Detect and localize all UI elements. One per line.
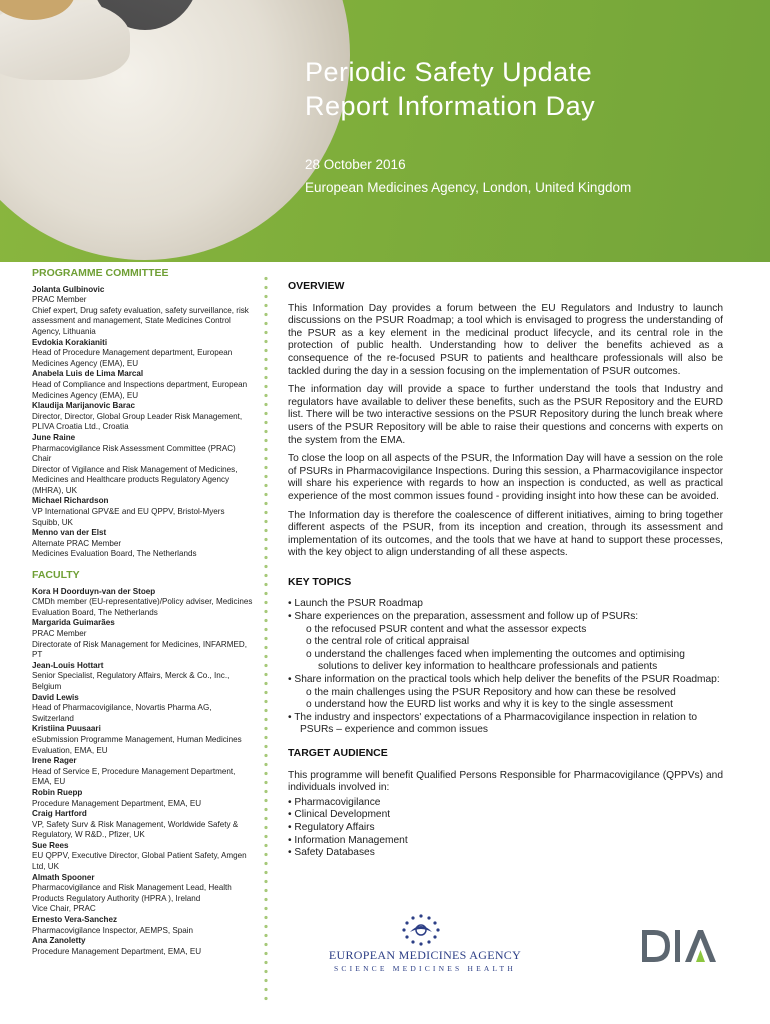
- header-banner: [0, 0, 770, 262]
- member-detail: Head of Service E, Procedure Management Department, EMA, EU: [32, 766, 236, 787]
- member-detail: Head of Pharmacovigilance, Novartis Pharma AG, Switzerland: [32, 703, 212, 723]
- key-topics-list: [288, 598, 723, 737]
- member-detail: Director, Director, Global Group Leader Risk Management, PLIVA Croatia Ltd., Croatia: [32, 411, 243, 432]
- member-name: Kora H Doorduyn-van der Stoep: [32, 586, 156, 596]
- member-detail: Vice Chair, PRAC: [32, 904, 96, 914]
- faculty-member: [32, 873, 254, 915]
- key-topic-item: • Share experiences on the preparation, assessment and follow up of PSURs:: [288, 611, 639, 623]
- key-topic-item: o understand the challenges faced when implementing the outcomes and optimising solutions to deliver key information to healthcare professionals and patients: [306, 648, 685, 673]
- member-name: Sue Rees: [32, 840, 69, 850]
- title-line-1: Periodic Safety Update: [305, 57, 593, 87]
- faculty-member: [32, 756, 254, 788]
- committee-member: [32, 338, 254, 370]
- dotted-divider: [263, 274, 269, 1004]
- member-name: Menno van der Elst: [32, 528, 107, 538]
- ema-logo: [325, 912, 525, 972]
- audience-item: • Clinical Development: [288, 809, 391, 821]
- key-topic-item: o understand how the EURD list works and why it is key to the single assessment: [306, 699, 673, 711]
- member-detail: Pharmacovigilance and Risk Management Lead, Health Products Regulatory Authority (HPRA ), Ireland: [32, 883, 232, 903]
- key-topic-item: o the central role of critical appraisal: [306, 636, 470, 648]
- member-detail: Directorate of Risk Management for Medicines, INFARMED, PT: [32, 639, 248, 660]
- committee-list: [32, 285, 254, 560]
- audience-item: • Safety Databases: [288, 847, 375, 859]
- member-name: Klaudija Marijanovic Barac: [32, 401, 136, 411]
- key-topics-heading: KEY TOPICS: [288, 575, 352, 588]
- key-topic-item: • The industry and inspectors' expectations of a Pharmacovigilance inspection in relation to PSURs – experience and common issues: [288, 711, 698, 736]
- audience-item: • Pharmacovigilance: [288, 796, 381, 808]
- member-detail: Pharmacovigilance Inspector, AEMPS, Spain: [32, 925, 194, 935]
- left-column: [32, 268, 254, 957]
- member-detail: Senior Specialist, Regulatory Affairs, Merck & Co., Inc., Belgium: [32, 671, 230, 691]
- member-detail: Procedure Management Department, EMA, EU: [32, 946, 202, 956]
- audience-item: • Information Management: [288, 834, 408, 846]
- member-detail: Head of Procedure Management department, European Medicines Agency (EMA), EU: [32, 348, 233, 368]
- page-title: [305, 55, 745, 123]
- key-topic-item: • Share information on the practical tools which help deliver the benefits of the PSUR Roadmap:: [288, 674, 720, 686]
- member-name: Ernesto Vera-Sanchez: [32, 915, 118, 925]
- member-detail: EU QPPV, Executive Director, Global Patient Safety, Amgen Ltd, UK: [32, 851, 247, 872]
- member-name: Kristiina Puusaari: [32, 724, 101, 734]
- member-name: Evdokia Korakianiti: [32, 337, 108, 347]
- faculty-member: [32, 841, 254, 873]
- faculty-list: [32, 587, 254, 958]
- header-photo: [0, 0, 350, 260]
- audience-item: • Regulatory Affairs: [288, 821, 375, 833]
- committee-heading: PROGRAMME COMMITTEE: [32, 267, 169, 279]
- member-name: June Raine: [32, 432, 76, 442]
- key-topic-item: • Launch the PSUR Roadmap: [288, 598, 423, 610]
- overview-paragraph: The information day will provide a space to further understand the tools that Industry and regulators have available to deliver these benefits, such as the PSUR Repository and the EURD list. There will be two interactive sessions on the PSUR Repository during the lunch break where users of the PSUR Repository will be able to raise their questions and concerns with experts on the system from the EMA.: [288, 384, 723, 446]
- right-column: [288, 280, 723, 860]
- overview-paragraph: This Information Day provides a forum between the EU Regulators and Industry to launch discussions on the PSUR Roadmap; a tool which is envisaged to progress the understanding of the PSUR as a key element in the medicinal product lifecycle, and its central role in the protection of public health. Understanding how to deliver the benefits achieved as a consequence of the re-focused PSUR to patients and healthcare professionals will also be tackled during the day in a session focusing on the implementation of PSUR outcomes.: [288, 302, 723, 377]
- faculty-member: [32, 724, 254, 756]
- member-name: Michael Richardson: [32, 496, 109, 506]
- faculty-member: [32, 618, 254, 660]
- member-detail: Alternate PRAC Member: [32, 538, 122, 548]
- member-detail: Director of Vigilance and Risk Management of Medicines, Medicines and Healthcare products Regulatory Agency (MHRA), UK: [32, 464, 238, 495]
- member-detail: VP International GPV&E and EU QPPV, Bristol-Myers Squibb, UK: [32, 507, 225, 527]
- committee-member: [32, 433, 254, 497]
- member-name: Margarida Guimarães: [32, 618, 115, 628]
- member-detail: VP, Safety Surv & Risk Management, Worldwide Safety & Regulatory, W R&D., Pfizer, UK: [32, 819, 239, 840]
- committee-member: [32, 285, 254, 338]
- member-name: Robin Ruepp: [32, 787, 83, 797]
- member-detail: Procedure Management Department, EMA, EU: [32, 798, 202, 808]
- member-name: Irene Rager: [32, 756, 77, 766]
- faculty-member: [32, 809, 254, 841]
- overview-body: [288, 303, 723, 560]
- member-name: Ana Zanoletty: [32, 936, 86, 946]
- target-audience-heading: TARGET AUDIENCE: [288, 747, 388, 759]
- overview-paragraph: The Information day is therefore the coalescence of different initiatives, aiming to bring together different aspects of the PSUR, from its inception and creation, through its assessment and implementation of its outcomes, and the tools that we have at hand to support these processes, with the key object to align understanding of all these aspects.: [288, 509, 723, 559]
- committee-member: [32, 369, 254, 401]
- member-detail: Chief expert, Drug safety evaluation, safety surveillance, risk assessment and management, State Medicines Control Agency, Lithuania: [32, 305, 249, 336]
- member-detail: eSubmission Programme Management, Human Medicines Evaluation, EMA, EU: [32, 734, 242, 755]
- member-name: David Lewis: [32, 692, 79, 702]
- dia-logo: [640, 915, 720, 964]
- title-line-2: Report Information Day: [305, 91, 596, 121]
- overview-paragraph: To close the loop on all aspects of the PSUR, the Information Day will have a session on the role of PSURs in Pharmacovigilance Inspections. During this session, a Pharmacovigilance inspector will share his experience with regards to how an inspection is conducted, as well as practical experience of the most common issues found - providing insight into how these can be avoided.: [288, 453, 723, 502]
- key-topic-item: o the main challenges using the PSUR Repository and how can these be resolved: [306, 686, 676, 698]
- member-name: Almath Spooner: [32, 872, 95, 882]
- faculty-heading: FACULTY: [32, 569, 80, 582]
- faculty-member: [32, 661, 254, 693]
- member-detail: Head of Compliance and Inspections department, European Medicines Agency (EMA), EU: [32, 379, 248, 400]
- member-detail: PRAC Member: [32, 295, 87, 305]
- member-detail: CMDh member (EU-representative)/Policy adviser, Medicines Evaluation Board, The Netherlands: [32, 597, 253, 617]
- dia-logo-text: DIA: [640, 915, 667, 932]
- target-audience-intro: This programme will benefit Qualified Persons Responsible for Pharmacovigilance (QPPVs) and individuals involved in:: [288, 769, 723, 794]
- faculty-member: [32, 693, 254, 725]
- faculty-member: [32, 915, 254, 936]
- committee-member: [32, 528, 254, 560]
- committee-member: [32, 496, 254, 528]
- key-topic-item: o the refocused PSUR content and what the assessor expects: [306, 623, 587, 635]
- ema-tagline: SCIENCE MEDICINES HEALTH: [334, 964, 516, 973]
- event-location: European Medicines Agency, London, United Kingdom: [305, 180, 632, 195]
- member-name: Anabela Luis de Lima Marcal: [32, 369, 144, 379]
- member-name: Jean-Louis Hottart: [32, 660, 104, 670]
- overview-heading: OVERVIEW: [288, 280, 345, 292]
- member-detail: Pharmacovigilance Risk Assessment Committee (PRAC) Chair: [32, 443, 236, 464]
- event-date: 28 October 2016: [305, 157, 406, 172]
- target-audience-list: [288, 797, 723, 860]
- member-detail: Medicines Evaluation Board, The Netherlands: [32, 549, 197, 559]
- ema-emblem-icon: [395, 912, 447, 948]
- member-detail: PRAC Member: [32, 629, 87, 638]
- member-name: Craig Hartford: [32, 809, 87, 819]
- member-name: Jolanta Gulbinovic: [32, 284, 105, 294]
- faculty-member: [32, 936, 254, 957]
- faculty-member: [32, 587, 254, 619]
- committee-member: [32, 401, 254, 433]
- ema-name: EUROPEAN MEDICINES AGENCY: [328, 948, 522, 962]
- faculty-member: [32, 788, 254, 809]
